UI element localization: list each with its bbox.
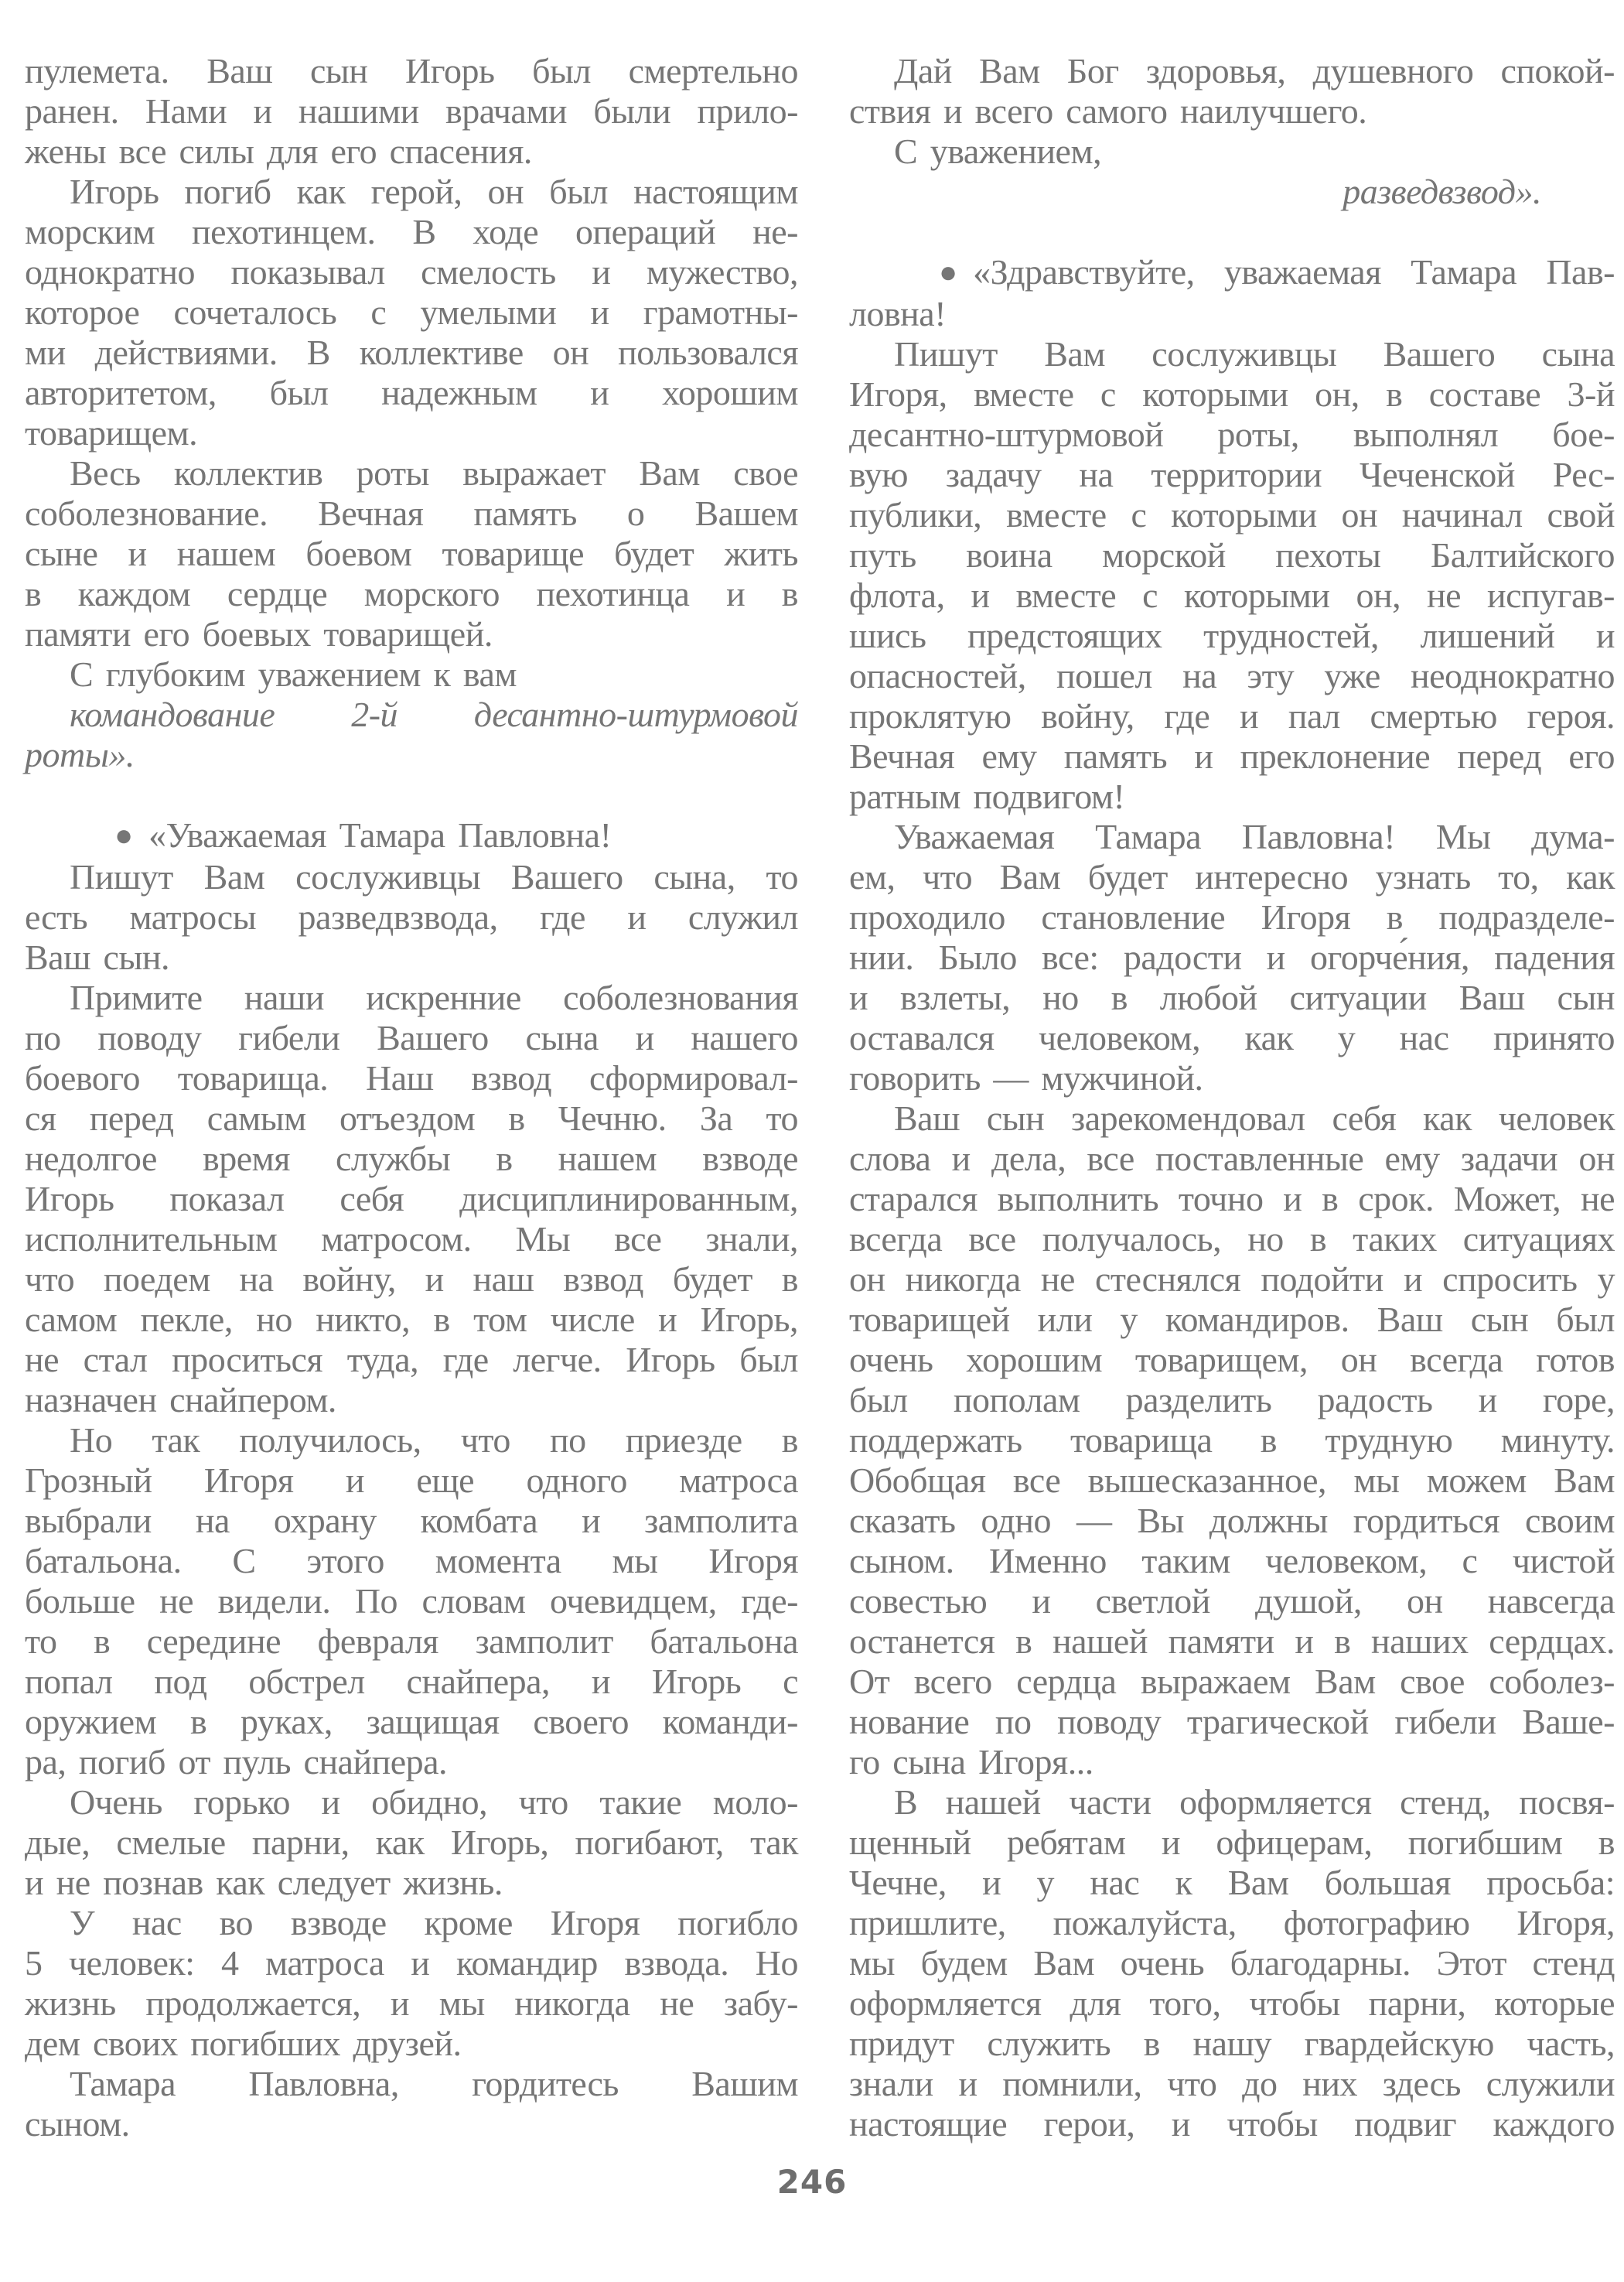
paragraph: [25, 172, 798, 453]
text-line: опасностей, пошел на эту уже неоднократно: [849, 656, 1615, 695]
text-line: больше не видели. По словам очевидцем, где-: [25, 1581, 798, 1621]
text-line: Дай Вам Бог здоровья, душевного спокой-: [894, 51, 1615, 91]
text-line: ● «Уважаемая Тамара Павловна!: [25, 815, 798, 857]
paragraph: [25, 1903, 798, 2064]
text-line: щенный ребятам и офицерам, погибшим в: [849, 1823, 1615, 1862]
paragraph: [25, 1782, 798, 1903]
paragraph: [849, 252, 1615, 334]
text-line: сказать одно — Вы должны гордиться своим: [849, 1501, 1615, 1540]
text-line: десантно-штурмовой роты, выполнял бое-: [849, 415, 1615, 454]
text-line: вую задачу на территории Чеченской Рес-: [849, 455, 1615, 494]
text-line: ся перед самым отъездом в Чечню. За то: [25, 1098, 798, 1138]
text-line: Вечная ему память и преклонение перед его: [849, 736, 1615, 776]
text-line: От всего сердца выражаем Вам свое соболез-: [849, 1662, 1615, 1701]
text-line: разведвзвод».: [1343, 172, 1541, 211]
text-line: пришлите, пожалуйста, фотографию Игоря,: [849, 1903, 1615, 1942]
text-line: дем своих погибших друзей.: [25, 2024, 462, 2063]
text-line: ● «Здравствуйте, уважаемая Тамара Пав-: [849, 252, 1615, 294]
text-line: то в середине февраля замполит батальона: [25, 1621, 798, 1661]
paragraph: [25, 51, 798, 172]
text-line: Пишут Вам сослуживцы Вашего сына: [894, 334, 1615, 374]
text-line: и не познав как следует жизнь.: [25, 1863, 503, 1902]
text-line: Тамара Павловна, гордитесь Вашим: [70, 2064, 798, 2103]
text-line: знали и помнили, что до них здесь служили: [849, 2064, 1615, 2103]
text-line: в каждом сердце морского пехотинца и в: [25, 574, 798, 613]
text-line: командование 2-й десантно-штурмовой: [70, 695, 798, 734]
text-line: флота, и вместе с которыми он, не испугав-: [849, 576, 1615, 615]
text-line: нии. Было все: радости и огорче́ния, падения: [849, 938, 1615, 977]
text-line: Чечне, и у нас к Вам большая просьба:: [849, 1863, 1615, 1902]
text-line: поддержать товарища в трудную минуту.: [849, 1420, 1615, 1460]
text-line: Игоря, вместе с которыми он, в составе 3-й: [849, 374, 1615, 414]
text-line: Игорь показал себя дисциплинированным,: [25, 1179, 798, 1218]
text-line: сыном.: [25, 2104, 130, 2144]
paragraph: [849, 51, 1615, 132]
text-line: Грозный Игоря и еще одного матроса: [25, 1460, 798, 1500]
text-line: проклятую войну, где и пал смертью героя.: [849, 696, 1615, 736]
text-line: недолгое время службы в нашем взводе: [25, 1139, 798, 1178]
text-line: ра, погиб от пуль снайпера.: [25, 1742, 448, 1782]
text-line: был пополам разделить радость и горе,: [849, 1380, 1615, 1419]
text-line: придут служить в нашу гвардейскую часть,: [849, 2024, 1615, 2063]
text-line: С глубоким уважением к вам: [70, 654, 517, 694]
paragraph: [25, 654, 798, 695]
text-line: роты».: [25, 735, 135, 774]
text-line: исполнительным матросом. Мы все знали,: [25, 1219, 798, 1259]
text-line: останется в нашей памяти и в наших сердцах.: [849, 1621, 1615, 1661]
paragraph: [849, 1098, 1615, 1782]
text-columns: [25, 51, 1615, 2144]
text-line: публики, вместе с которыми он начинал свой: [849, 495, 1615, 535]
text-line: выбрали на охрану комбата и замполита: [25, 1501, 798, 1540]
text-line: что поедем на войну, и наш взвод будет в: [25, 1259, 798, 1299]
paragraph: [849, 1782, 1615, 2144]
text-line: и взлеты, но в любой ситуации Ваш сын: [849, 978, 1615, 1017]
text-line: Уважаемая Тамара Павловна! Мы дума-: [894, 817, 1615, 856]
text-line: слова и дела, все поставленные ему задачи он: [849, 1139, 1615, 1178]
text-line: сыне и нашем боевом товарище будет жить: [25, 534, 798, 573]
text-line: Весь коллектив роты выражает Вам свое: [70, 453, 798, 493]
text-line: Примите наши искренние соболезнования: [70, 978, 798, 1017]
text-line: оформляется для того, чтобы парни, которые: [849, 1983, 1615, 2023]
text-line: дые, смелые парни, как Игорь, погибают, так: [25, 1823, 798, 1862]
text-line: Игорь погиб как герой, он был настоящим: [70, 172, 798, 211]
page-number: 246: [776, 2163, 848, 2201]
text-line: говорить — мужчиной.: [849, 1058, 1203, 1098]
text-line: товарищем.: [25, 413, 198, 453]
text-line: по поводу гибели Вашего сына и нашего: [25, 1018, 798, 1057]
text-line: морским пехотинцем. В ходе операций не-: [25, 212, 798, 251]
text-line: жены все силы для его спасения.: [25, 132, 532, 171]
paragraph: [25, 2064, 798, 2144]
text-line: батальона. С этого момента мы Игоря: [25, 1541, 798, 1580]
text-line: ловна!: [849, 294, 947, 333]
text-line: Пишут Вам сослуживцы Вашего сына, то: [70, 857, 798, 897]
text-line: назначен снайпером.: [25, 1380, 336, 1419]
text-line: соболезнование. Вечная память о Вашем: [25, 494, 798, 533]
text-line: боевого товарища. Наш взвод сформировал-: [25, 1058, 798, 1098]
text-line: 5 человек: 4 матроса и командир взвода. Но: [25, 1943, 798, 1983]
text-line: есть матросы разведвзвода, где и служил: [25, 897, 798, 937]
text-line: очень хорошим товарищем, он всегда готов: [849, 1340, 1615, 1379]
text-line: ствия и всего самого наилучшего.: [849, 91, 1367, 131]
text-line: Но так получилось, что по приезде в: [70, 1420, 798, 1460]
text-line: мы будем Вам очень благодарны. Этот стенд: [849, 1943, 1615, 1983]
text-line: В нашей части оформляется стенд, посвя-: [894, 1782, 1615, 1822]
text-line: шись предстоящих трудностей, лишений и: [849, 616, 1615, 655]
paragraph: [25, 453, 798, 654]
text-line: памяти его боевых товарищей.: [25, 614, 493, 654]
text-line: не стал проситься туда, где легче. Игорь был: [25, 1340, 798, 1379]
text-line: которое сочеталось с умелыми и грамотны-: [25, 292, 798, 332]
text-line: ранен. Нами и нашими врачами были прило-: [25, 91, 798, 131]
text-line: однократно показывал смелость и мужество,: [25, 252, 798, 292]
text-line: самом пекле, но никто, в том числе и Игорь,: [25, 1300, 798, 1339]
text-line: всегда все получалось, но в таких ситуациях: [849, 1219, 1615, 1259]
text-line: попал под обстрел снайпера, и Игорь с: [25, 1662, 798, 1701]
text-line: он никогда не стеснялся подойти и спросить у: [849, 1259, 1615, 1299]
text-line: настоящие герои, и чтобы подвиг каждого: [849, 2104, 1615, 2144]
text-line: совестью и светлой душой, он навсегда: [849, 1581, 1615, 1621]
text-line: путь воина морской пехоты Балтийского: [849, 535, 1615, 575]
text-line: оружием в руках, защищая своего команди-: [25, 1702, 798, 1741]
text-line: ем, что Вам будет интересно узнать то, как: [849, 857, 1615, 897]
paragraph: [25, 695, 798, 775]
paragraph: [25, 978, 798, 1420]
text-line: нование по поводу трагической гибели Ваше-: [849, 1702, 1615, 1741]
text-line: ми действиями. В коллективе он пользовался: [25, 333, 798, 372]
text-line: Обобщая все вышесказанное, мы можем Вам: [849, 1460, 1615, 1500]
text-line: Ваш сын.: [25, 938, 169, 977]
text-line: пулемета. Ваш сын Игорь был смертельно: [25, 51, 798, 91]
paragraph: [25, 857, 798, 978]
text-line: старался выполнить точно и в срок. Может, не: [849, 1179, 1615, 1218]
text-line: проходило становление Игоря в подразделе-: [849, 897, 1615, 937]
text-line: У нас во взводе кроме Игоря погибло: [70, 1903, 798, 1942]
text-line: жизнь продолжается, и мы никогда не забу-: [25, 1983, 798, 2023]
paragraph: [849, 817, 1615, 1098]
bullet-icon: ●: [114, 818, 134, 852]
text-line: товарищей или у командиров. Ваш сын был: [849, 1300, 1615, 1339]
text-line: Ваш сын зарекомендовал себя как человек: [894, 1098, 1615, 1138]
text-line: авторитетом, был надежным и хорошим: [25, 373, 798, 412]
paragraph: [849, 132, 1615, 172]
text-line: С уважением,: [894, 132, 1102, 171]
text-line: го сына Игоря...: [849, 1742, 1093, 1782]
text-line: сыном. Именно таким человеком, с чистой: [849, 1541, 1615, 1580]
bullet-icon: ●: [939, 255, 958, 289]
text-column-left: [25, 51, 798, 2144]
text-column-right: [849, 51, 1615, 2144]
paragraph: [849, 334, 1615, 817]
paragraph: [849, 172, 1615, 212]
paragraph: [25, 1420, 798, 1782]
text-line: Очень горько и обидно, что такие моло-: [70, 1782, 798, 1822]
text-line: оставался человеком, как у нас принято: [849, 1018, 1615, 1057]
text-line: ратным подвигом!: [849, 777, 1125, 816]
paragraph: [25, 815, 798, 857]
